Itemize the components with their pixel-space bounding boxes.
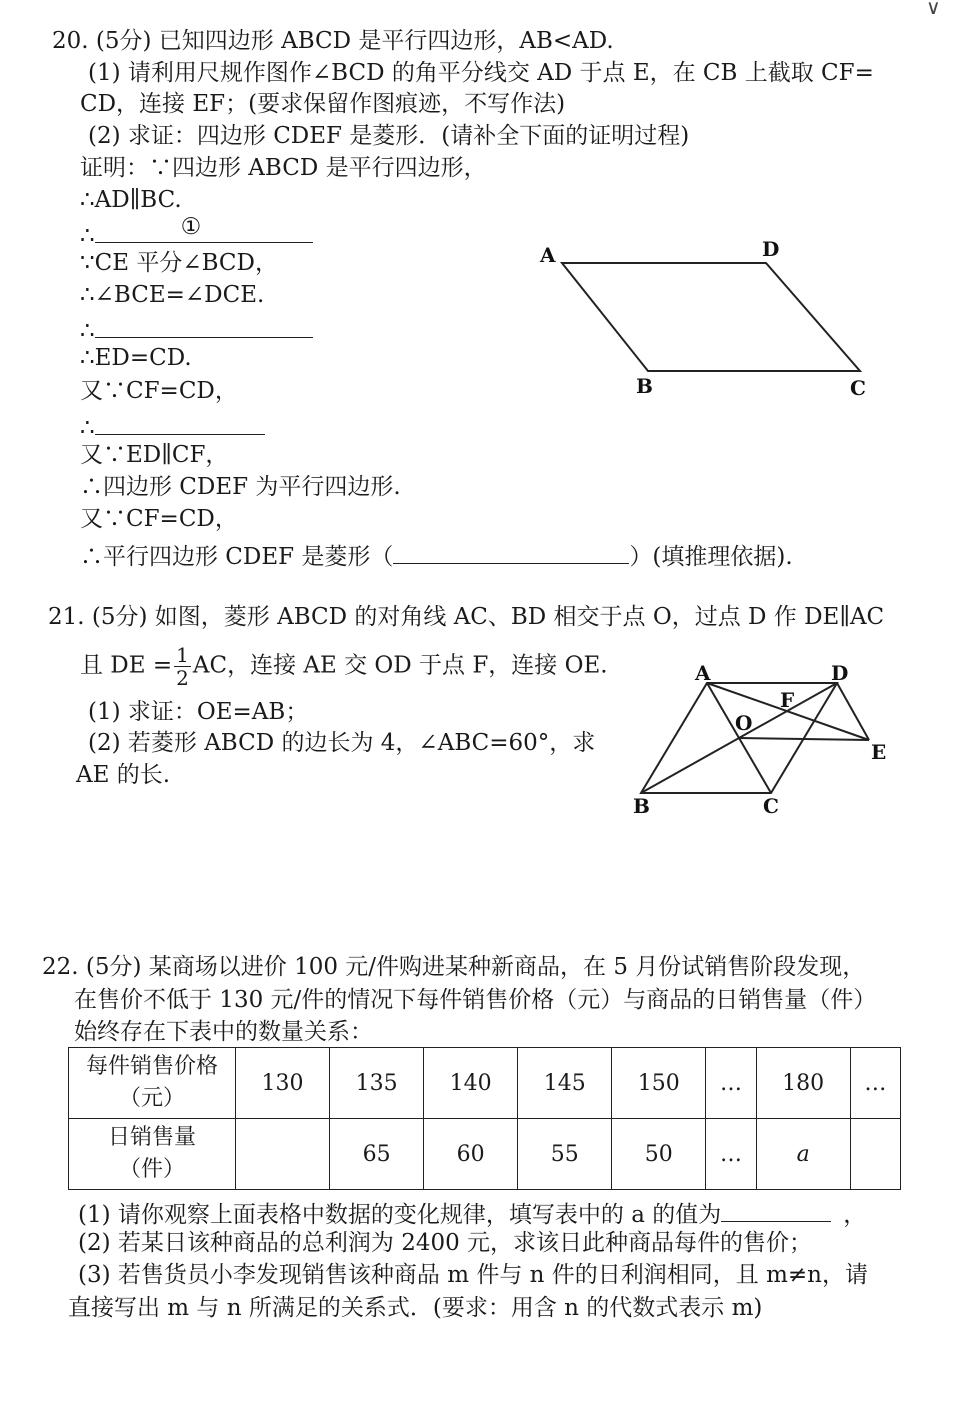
point-label-E: E <box>871 740 887 764</box>
segment-OE <box>739 738 869 740</box>
q21-part2-line2: AE 的长. <box>76 762 171 788</box>
therefore-symbol: ∴ <box>80 318 95 344</box>
table-cell: 60 <box>424 1119 518 1190</box>
q20-proof-line-6 <box>80 311 313 346</box>
table-cell: 180 <box>756 1048 850 1119</box>
q20-proof-line-9 <box>80 408 265 443</box>
therefore-symbol: ∴ <box>80 415 95 441</box>
table-cell: 65 <box>330 1119 424 1190</box>
table-cell: … <box>850 1048 900 1119</box>
vertex-label-A: A <box>695 661 711 685</box>
row-header-price: 每件销售价格 （元） <box>69 1048 236 1119</box>
q21-line1: 21. (5分) 如图，菱形 ABCD 的对角线 AC、BD 相交于点 O，过点 D 作 DE∥AC <box>48 604 885 630</box>
answer-blank-reason[interactable] <box>393 537 629 564</box>
q22-line3: 始终存在下表中的数量关系： <box>74 1019 373 1045</box>
q21-rhombus-figure <box>625 660 895 820</box>
table-row-price <box>69 1048 901 1119</box>
table-cell: 150 <box>612 1048 706 1119</box>
price-sales-table <box>68 1047 901 1190</box>
answer-blank-1[interactable] <box>95 216 313 243</box>
row-header-sales: 日销售量 （件） <box>69 1119 236 1190</box>
corner-mark: ∨ <box>926 0 941 19</box>
q22-part3-line1: (3) 若售货员小李发现销售该种商品 m 件与 n 件的日利润相同，且 m≠n，请 <box>78 1262 868 1288</box>
vertex-label-D: D <box>762 237 780 261</box>
q20-proof-line-8: 又∵CF=CD， <box>80 378 238 404</box>
vertex-label-B: B <box>636 374 653 398</box>
vertex-label-B: B <box>633 794 650 818</box>
answer-blank-2[interactable] <box>95 311 313 338</box>
table-cell: 130 <box>236 1048 330 1119</box>
point-label-F: F <box>780 688 795 712</box>
answer-blank-3[interactable] <box>95 408 265 435</box>
table-row-sales <box>69 1119 901 1190</box>
vertex-label-C: C <box>850 376 866 400</box>
q20-proof-line-10: 又∵ED∥CF， <box>80 442 229 468</box>
q22-line1: 22. (5分) 某商场以进价 100 元/件购进某种新商品，在 5 月份试销售阶段发现， <box>42 954 866 980</box>
q20-parallelogram-figure <box>530 235 890 405</box>
table-cell: 145 <box>518 1048 612 1119</box>
q20-header: 20. (5分) 已知四边形 ABCD 是平行四边形，AB<AD. <box>52 28 614 54</box>
q20-proof-line-11: ∴四边形 CDEF 为平行四边形. <box>80 474 401 500</box>
table-cell: … <box>706 1119 756 1190</box>
q22-part2: (2) 若某日该种商品的总利润为 2400 元，求该日此种商品每件的售价； <box>78 1230 813 1256</box>
q22-line2: 在售价不低于 130 元/件的情况下每件销售价格（元）与商品的日销售量（件） <box>74 987 877 1013</box>
blank-circle-number: ① <box>180 214 202 240</box>
q20-part1-line1: (1) 请利用尺规作图作∠BCD 的角平分线交 AD 于点 E，在 CB 上截取 CF= <box>88 60 874 86</box>
vertex-label-D: D <box>831 661 849 685</box>
q21-condition-text: AC，连接 AE 交 OD 于点 F，连接 OE. <box>192 652 608 679</box>
q22-part1 <box>78 1195 866 1230</box>
parallelogram-ABCD <box>562 263 860 371</box>
table-cell: 55 <box>518 1119 612 1190</box>
q21-part1: (1) 求证：OE=AB； <box>88 699 309 725</box>
therefore-symbol: ∴ <box>80 223 95 249</box>
answer-blank-a[interactable] <box>721 1195 831 1222</box>
q20-proof-line-13 <box>80 537 793 572</box>
q20-conclusion-tail: ）(填推理依据). <box>629 544 793 570</box>
vertex-label-A: A <box>540 243 556 267</box>
point-label-O: O <box>735 711 753 735</box>
table-cell: 50 <box>612 1119 706 1190</box>
table-cell <box>850 1119 900 1190</box>
q22-part1-text: (1) 请你观察上面表格中数据的变化规律，填写表中的 a 的值为 <box>78 1202 722 1228</box>
q20-proof-line-4: ∵CE 平分∠BCD， <box>80 250 278 276</box>
q20-proof-line-7: ∴ED=CD. <box>80 345 192 371</box>
q20-proof-line-1: 证明：∵四边形 ABCD 是平行四边形， <box>80 155 487 181</box>
table-cell-a: a <box>756 1119 850 1190</box>
q21-part2-line1: (2) 若菱形 ABCD 的边长为 4，∠ABC=60°，求 <box>88 730 596 756</box>
q20-conclusion-text: ∴平行四边形 CDEF 是菱形（ <box>80 544 394 570</box>
q21-de-text: 且 DE = <box>80 652 173 679</box>
q21-line2 <box>80 644 608 689</box>
table-cell: … <box>706 1048 756 1119</box>
q22-part3-line2: 直接写出 m 与 n 所满足的关系式．(要求：用含 n 的代数式表示 m) <box>68 1295 763 1321</box>
table-cell <box>236 1119 330 1190</box>
q20-proof-line-5: ∴∠BCE=∠DCE. <box>80 282 265 308</box>
table-cell: 135 <box>330 1048 424 1119</box>
table-cell: 140 <box>424 1048 518 1119</box>
q20-part2: (2) 求证：四边形 CDEF 是菱形．(请补全下面的证明过程) <box>88 123 690 149</box>
q22-part1-tail: ， <box>843 1202 867 1228</box>
q20-proof-line-2: ∴AD∥BC. <box>80 187 182 213</box>
fraction-denominator: 2 <box>176 666 189 690</box>
q20-proof-line-12: 又∵CF=CD， <box>80 506 238 532</box>
q20-proof-line-3 <box>80 216 313 251</box>
vertex-label-C: C <box>763 794 779 818</box>
q20-part1-line2: CD，连接 EF；(要求保留作图痕迹，不写作法) <box>80 91 566 117</box>
fraction-numerator: 1 <box>176 643 189 667</box>
fraction-one-half <box>174 644 191 689</box>
